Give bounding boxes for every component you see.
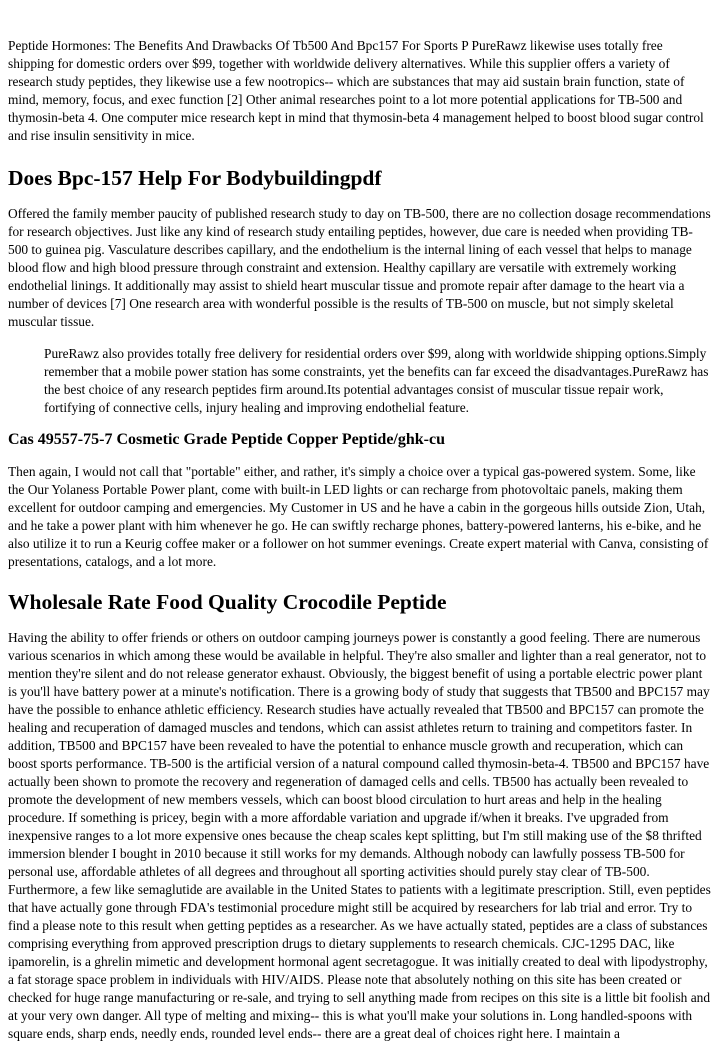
blockquote	[44, 345, 712, 417]
section-paragraph-bpc157: Offered the family member paucity of published research study to day on TB-500, there are no collection dosage recommendations for research objectives. Just like any kind of research study entailing peptides, however, due care is needed when providing TB-500 to guinea pig. Vasculature describes capillary, and the endothelium is the internal lining of each vessel that helps to manage blood flow and high blood pressure through constraint and extension. Healthy capillary are versatile with extremely working endothelial linings. It additionally may assist to shield heart muscular tissue and promote repair after damage to the heart via a number of devices [7] One research area with wonderful possible is the results of TB-500 on muscle, but not simply skeletal muscular tissue.	[8, 206, 711, 329]
section-heading-bpc157: Does Bpc-157 Help For Bodybuildingpdf	[8, 166, 382, 190]
section-heading-crocodile-peptide: Wholesale Rate Food Quality Crocodile Peptide	[8, 590, 447, 614]
section-heading-copper-peptide: Cas 49557-75-7 Cosmetic Grade Peptide Copper Peptide/ghk-cu	[8, 431, 445, 448]
section-paragraph-crocodile-peptide: Having the ability to offer friends or others on outdoor camping journeys power is constantly a good feeling. There are numerous various scenarios in which among these would be available in helpful. They're also smaller and lighter than a real generator, not to mention they're silent and do not release generator exhaust. Obviously, the biggest benefit of using a portable electric power plant is you'll have battery power at a minute's notification. There is a growing body of study that suggests that TB500 and BPC157 may have the possible to enhance athletic efficiency. Research studies have actually revealed that TB500 and BPC157 can promote the healing and recuperation of damaged muscles and tendons, which can assist athletes return to training and competitors faster. In addition, TB500 and BPC157 have been revealed to have the potential to enhance muscle growth and recuperation, which can boost sports performance. TB-500 is the artificial version of a natural compound called thymosin-beta-4. TB500 and BPC157 have actually been shown to promote the recovery and regeneration of damaged cells and cells. TB500 has actually been revealed to promote the development of new members vessels, which can boost blood circulation to hurt areas and help in the healing procedure. If something is pricey, begin with a more affordable variation and upgrade if/when it breaks. I've upgraded from inexpensive ranges to a lot more expensive ones because the cheap scales kept splitting, but I'm still making use of the $8 thrifted immersion blender I bought in 2010 because it still works for my demands. Although nobody can lawfully possess TB-500 for personal use, affordable athletes of all degrees and throughout all sporting activities should purely stay clear of TB-500. Furthermore, a few like semaglutide are available in the United States to patients with a legitimate prescription. Still, even peptides that have actually gone through FDA's testimonial procedure might still be acquired by researchers for lab trial and error. Try to find a please note to this result when getting peptides as a researcher. As we have actually stated, peptides are a class of substances comprising everything from approved prescription drugs to dietary supplements to research chemicals. CJC-1295 DAC, like ipamorelin, is a ghrelin mimetic and development hormonal agent secretagogue. It was initially created to deal with lipodystrophy, a fat storage space problem in individuals with HIV/AIDS. Please note that absolutely nothing on this site has been created or checked for huge range manufacturing or re-sale, and trying to sell anything made from recipes on this site is a little bit foolish and at your very own danger. All type of melting and mixing-- this is what you'll make your solutions in. Long handled-spoons with square ends, sharp ends, needly ends, rounded level ends-- there are a great deal of choices right here. I maintain a	[8, 630, 711, 1041]
section-paragraph-copper-peptide: Then again, I would not call that "portable" either, and rather, it's simply a choice over a typical gas-powered system. Some, like the Our Yolaness Portable Power plant, come with built-in LED lights or can recharge from photovoltaic panels, making them excellent for outdoor camping and emergencies. My Customer in US and he have a cabin in the gorgeous hills outside Zion, Utah, and he take a power plant with him whenever he go. He can swiftly recharge phones, battery-powered lanterns, his e-bike, and he also utilize it to run a Keurig coffee maker or a follower on hot summer evenings. Create expert material with Canva, consisting of presentations, catalogs, and a lot more.	[8, 464, 709, 569]
blockquote-text: PureRawz also provides totally free delivery for residential orders over $99, along with worldwide shipping options.Simply remember that a mobile power station has some constraints, yet the benefits can far exceed the disadvantages.PureRawz has the best choice of any research peptides firm around.Its potential advantages consist of muscular tissue repair work, fortifying of connective cells, injury healing and improving endothelial feature.	[44, 346, 709, 415]
intro-paragraph: Peptide Hormones: The Benefits And Drawbacks Of Tb500 And Bpc157 For Sports P PureRawz likewise uses totally free shipping for domestic orders over $99, together with worldwide delivery alternatives. While this supplier offers a variety of research study peptides, they likewise use a few nootropics-- which are substances that may aid sustain brain function, state of mind, memory, focus, and exec function [2] Other animal researches point to a lot more potential applications for TB-500 and thymosin-beta 4. One computer mice research kept in mind that thymosin-beta 4 management helped to boost blood sugar control and rise insulin sensitivity in mice.	[8, 38, 704, 143]
